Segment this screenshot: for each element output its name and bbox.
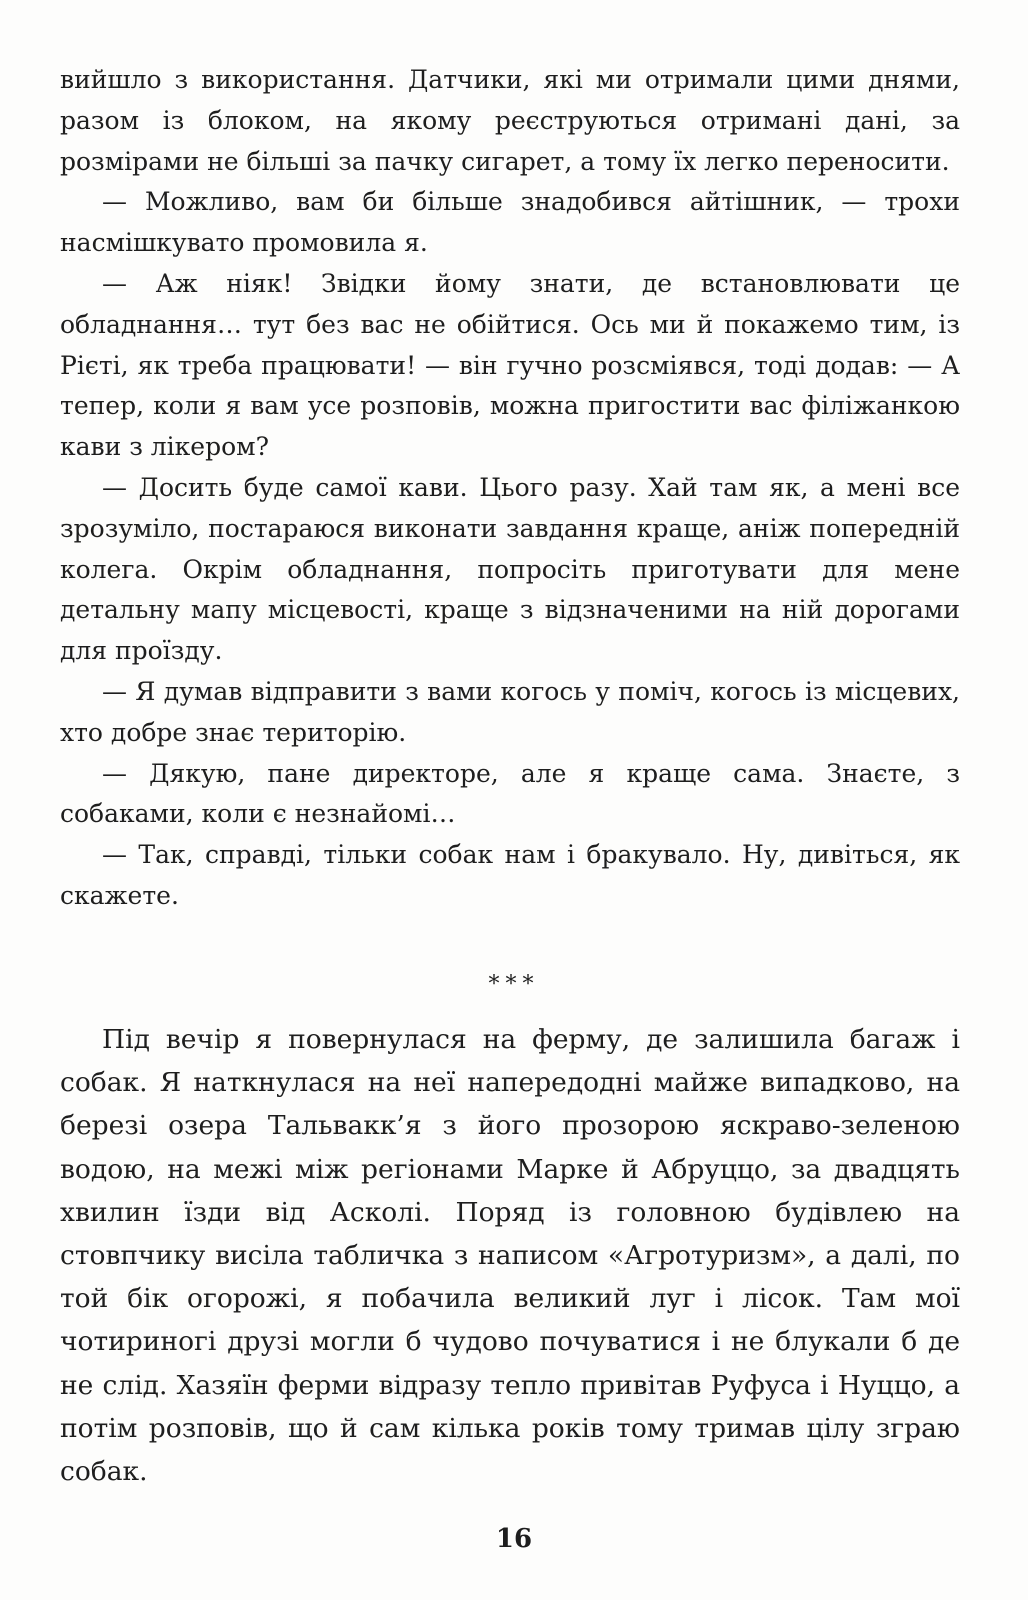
- page-number: 16: [495, 1524, 533, 1554]
- narrative-paragraph: Під вечір я повернулася на ферму, де залишила багаж і собак. Я наткнулася на неї напередодні майже випадково, на березі озера Тальвакк’я з його прозорою яскраво-зеленою водою, на межі між регіонами Марке й Абруццо, за двадцять хвилин їзди від Асколі. Поряд із головною будівлею на стовпчику висіла табличка з написом «Агротуризм», а далі, по той бік огорожі, я побачила великий луг і лісок. Там мої чотириногі друзі могли б чудово почуватися і не блукали б де не слід. Хазяїн ферми відразу тепло привітав Руфуса і Нуццо, а потім розповів, що й сам кілька років тому тримав цілу зграю собак.: [60, 1024, 960, 1488]
- paragraph-continuation: вийшло з використання. Датчики, які ми отримали цими днями, разом із блоком, на якому реєструються отримані дані, за розмірами не більші за пачку сигарет, а тому їх легко переносити.: [60, 65, 960, 176]
- dialogue-paragraph: — Можливо, вам би більше знадобився айтішник, — трохи насмішкувато промовила я.: [60, 187, 960, 258]
- dialogue-paragraph: — Аж ніяк! Звідки йому знати, де встановлювати це обладнання… тут без вас не обійтися. Ось ми й покажемо тим, із Рієті, як треба працювати! — він гучно розсміявся, тоді додав: — А тепер, коли я вам усе розповів, можна пригостити вас філіжанкою кави з лікером?: [60, 268, 960, 462]
- dialogue-paragraph: — Я думав відправити з вами когось у поміч, когось із місцевих, хто добре знає територію.: [60, 676, 960, 747]
- dialogue-section: [60, 60, 960, 917]
- dialogue-paragraph: — Досить буде самої кави. Цього разу. Хай там як, а мені все зрозуміло, постараюся виконати завдання краще, аніж попередній колега. Окрім обладнання, попросіть приготувати для мене детальну мапу місцевості, краще з відзначеними на ній дорогами для проїзду.: [60, 472, 960, 666]
- dialogue-paragraph: — Так, справді, тільки собак нам і бракувало. Ну, дивіться, як скажете.: [60, 840, 960, 910]
- dialogue-paragraph: — Дякую, пане директоре, але я краще сама. Знаєте, з собаками, коли є незнайомі…: [60, 758, 960, 829]
- section-separator: ***: [488, 972, 540, 997]
- narrative-section: [60, 1018, 960, 1493]
